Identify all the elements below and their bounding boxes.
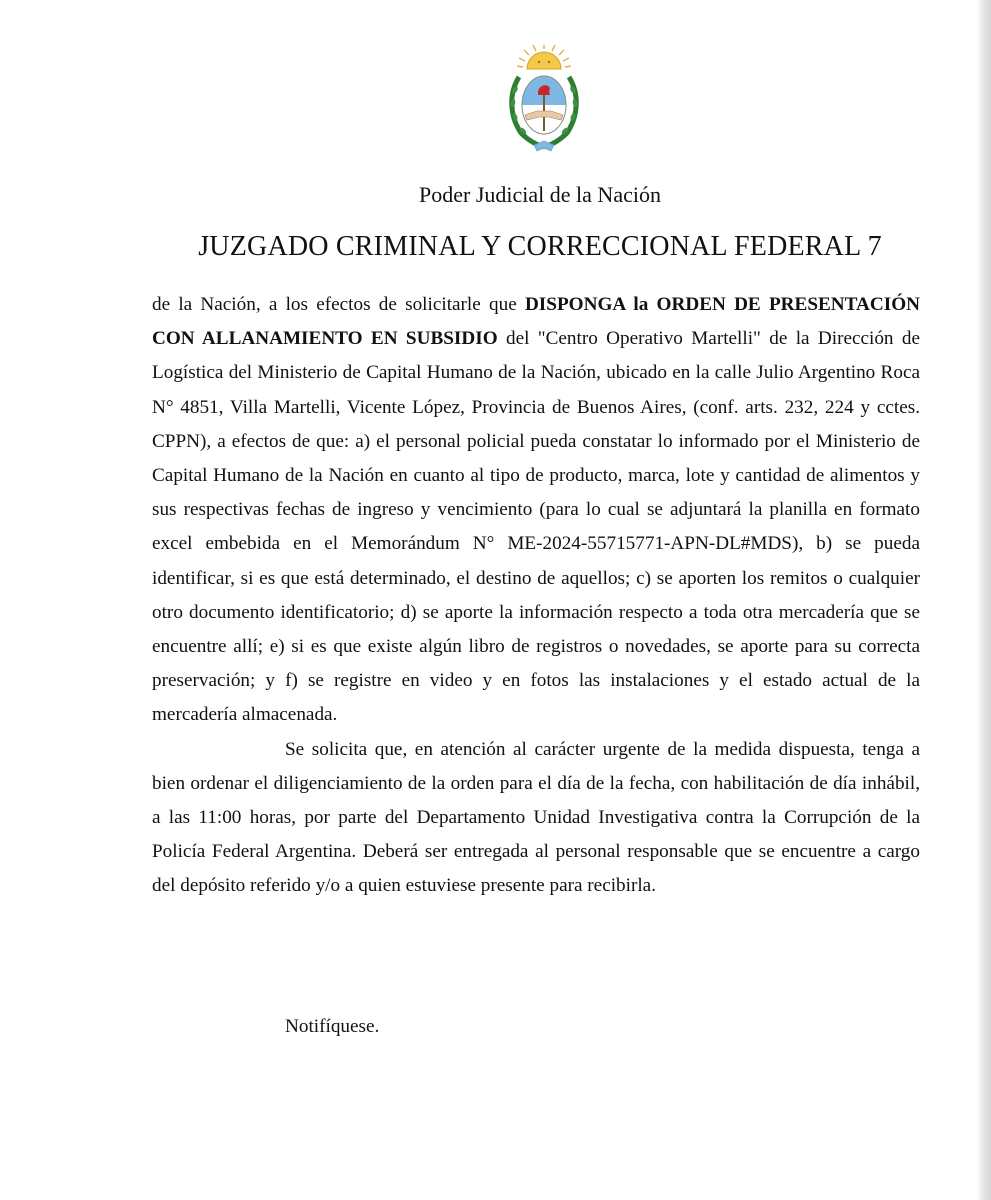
page-edge-shadow <box>977 0 991 1200</box>
paragraph-order-request <box>152 288 920 733</box>
paragraph-details-text: del "Centro Operativo Martelli" de la Dirección de Logística del Ministerio de Capital Humano de la Nación, ubicado en la calle Julio Argentino Roca N° 4851, Villa Martelli, Vicente López, Provincia de Buenos Aires, (conf. arts. 232, 224 y cctes. CPPN), a efectos de que: a) el personal policial pueda constatar lo informado por el Ministerio de Capital Humano de la Nación en cuanto al tipo de producto, marca, lote y cantidad de alimentos y sus respectivas fechas de ingreso y vencimiento (para lo cual se adjuntará la planilla en formato excel embebida en el Memorándum N° ME-2024-55715771-APN-DL#MDS), b) se pueda identificar, si es que está determinado, el destino de aquellos; c) se aporten los remitos o cualquier otro documento identificatorio; d) se aporte la información respecto a toda otra mercadería que se encuentre allí; e) si es que existe algún libro de registros o novedades, se aporte para su correcta preservación; y f) se registre en video y en fotos las instalaciones y el estado actual de la mercadería almacenada. <box>152 328 920 726</box>
paragraph-intro-text: de la Nación, a los efectos de solicitarle que <box>152 294 525 315</box>
order-emphasis-text: DISPONGA la ORDEN DE PRESENTACIÓN CON ALLANAMIENTO EN SUBSIDIO <box>152 294 921 350</box>
argentina-coat-of-arms-icon <box>503 45 585 155</box>
paragraph-urgency-request: Se solicita que, en atención al carácter urgente de la medida dispuesta, tenga a bien ordenar el diligenciamiento de la orden para el día de la fecha, con habilitación de día inhábil, a las 11:00 horas, por parte del Departamento Unidad Investigativa contra la Corrupción de la Policía Federal Argentina. Deberá ser entregada al personal responsable que se encuentre a cargo del depósito referido y/o a quien estuviese presente para recibirla. <box>152 738 920 897</box>
organization-heading: Poder Judicial de la Nación <box>419 182 661 207</box>
court-title: JUZGADO CRIMINAL Y CORRECCIONAL FEDERAL 7 <box>198 231 882 262</box>
closing-notification: Notifíquese. <box>285 1016 380 1037</box>
document-body <box>152 288 920 904</box>
